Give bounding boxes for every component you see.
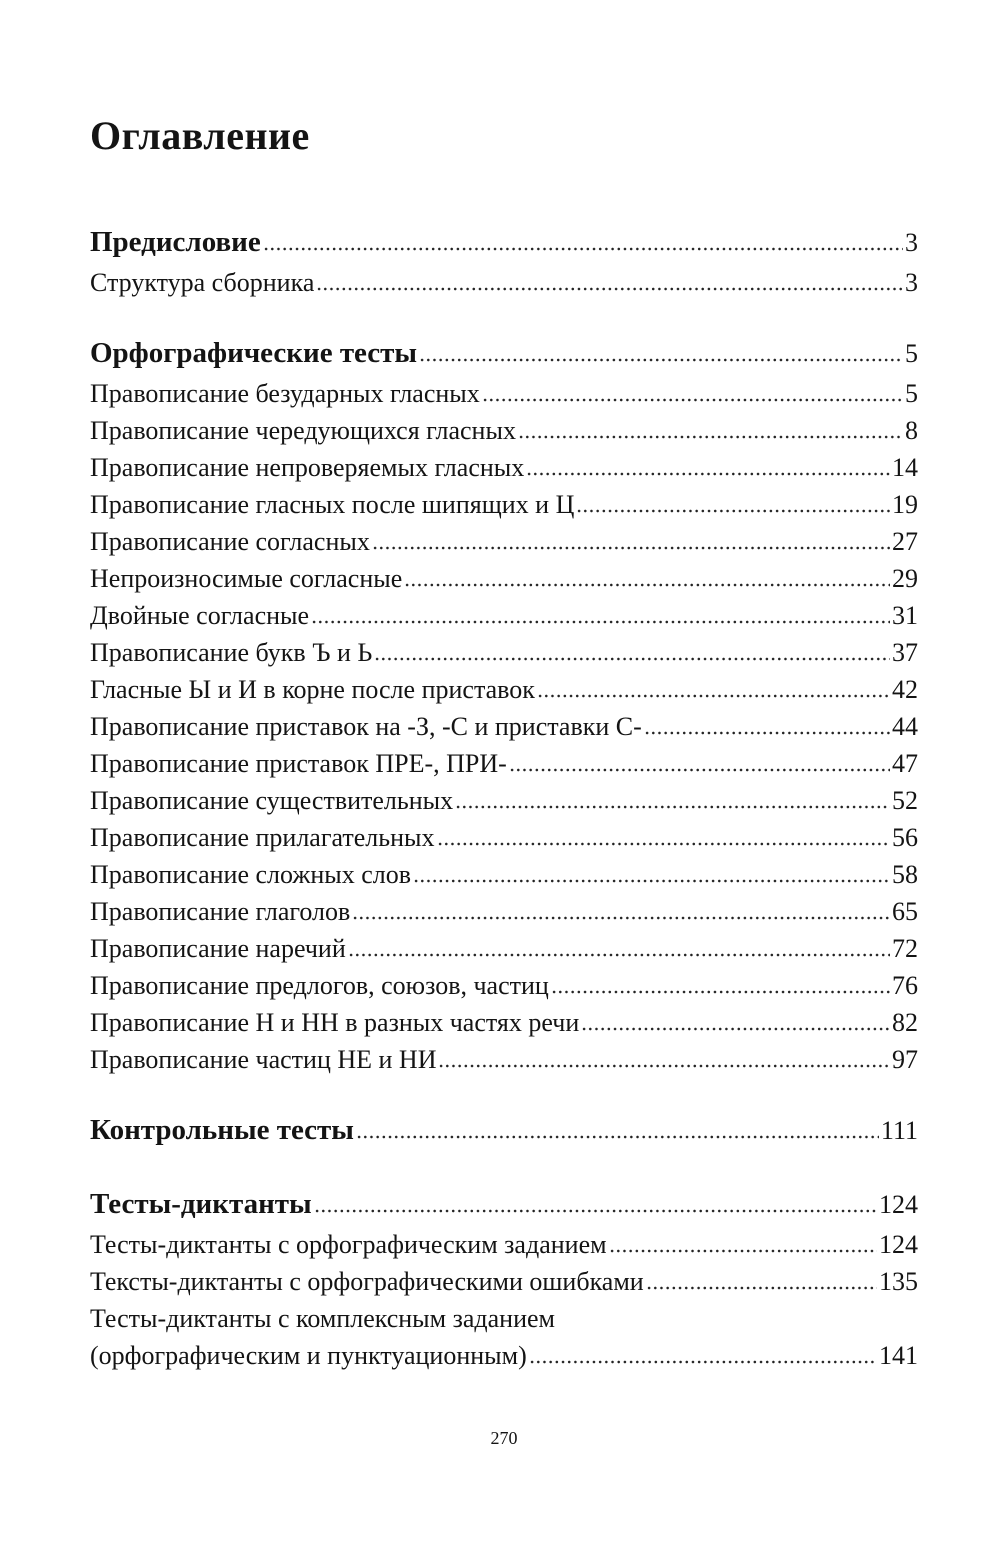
toc-entry-title: Правописание приставок на -З, -С и приставки С- bbox=[90, 712, 642, 741]
dot-leader bbox=[263, 247, 903, 251]
toc-page-number: 141 bbox=[879, 1341, 918, 1370]
toc-page-number: 3 bbox=[905, 268, 918, 297]
toc-entry-title: Правописание наречий bbox=[90, 934, 346, 963]
dot-leader bbox=[437, 842, 891, 846]
toc-page-number: 76 bbox=[892, 971, 918, 1000]
toc-entry[interactable] bbox=[90, 745, 918, 782]
toc-entry[interactable] bbox=[90, 708, 918, 745]
dot-leader bbox=[316, 287, 903, 291]
toc-entry[interactable] bbox=[90, 1041, 918, 1078]
toc-page-number: 3 bbox=[905, 228, 918, 257]
toc-page-number: 8 bbox=[905, 416, 918, 445]
toc-entry-title: Тесты-диктанты с комплексным заданием bbox=[90, 1304, 556, 1333]
dot-leader bbox=[455, 805, 890, 809]
toc-page-number: 47 bbox=[892, 749, 918, 778]
toc-entry-title: Орфографические тесты bbox=[90, 337, 418, 369]
toc-entry[interactable] bbox=[90, 856, 918, 893]
dot-leader bbox=[419, 358, 903, 362]
toc-entry[interactable] bbox=[90, 597, 918, 634]
dot-leader bbox=[581, 1027, 890, 1031]
toc-page-number: 124 bbox=[879, 1230, 918, 1259]
toc-entry[interactable] bbox=[90, 1004, 918, 1041]
toc-entry-title: Правописание Н и НН в разных частях речи bbox=[90, 1008, 580, 1037]
toc-entry[interactable] bbox=[90, 264, 918, 301]
toc-page-number: 5 bbox=[905, 379, 918, 408]
toc-section-dictations bbox=[90, 1182, 918, 1374]
toc-entry-title: Правописание чередующихся гласных bbox=[90, 416, 516, 445]
toc-entry[interactable] bbox=[90, 782, 918, 819]
toc-page-number: 5 bbox=[905, 339, 918, 368]
dot-leader bbox=[537, 694, 890, 698]
toc-entry-title-continuation: (орфографическим и пунктуационным) bbox=[90, 1341, 527, 1370]
toc-entry[interactable] bbox=[90, 523, 918, 560]
toc-entry[interactable] bbox=[90, 893, 918, 930]
toc-entry-title: Правописание предлогов, союзов, частиц bbox=[90, 971, 549, 1000]
page-title: Оглавление bbox=[90, 113, 310, 158]
dot-leader bbox=[404, 583, 890, 587]
dot-leader bbox=[576, 509, 890, 513]
toc-entry-title: Правописание согласных bbox=[90, 527, 370, 556]
toc-entry[interactable] bbox=[90, 1108, 918, 1152]
toc-entry[interactable] bbox=[90, 967, 918, 1004]
toc-entry[interactable] bbox=[90, 220, 918, 264]
dot-leader bbox=[482, 398, 903, 402]
toc-entry-title: Правописание частиц НЕ и НИ bbox=[90, 1045, 437, 1074]
page-number-footer: 270 bbox=[490, 1428, 518, 1448]
toc-page-number: 135 bbox=[879, 1267, 918, 1296]
toc-page-number: 65 bbox=[892, 897, 918, 926]
toc-entry-continuation[interactable] bbox=[90, 1337, 918, 1374]
toc-entry[interactable] bbox=[90, 486, 918, 523]
toc-entry-title: Правописание прилагательных bbox=[90, 823, 435, 852]
toc-entry[interactable] bbox=[90, 1263, 918, 1300]
toc-page-number: 14 bbox=[892, 453, 918, 482]
dot-leader bbox=[356, 1135, 879, 1139]
toc-entry-title: Контрольные тесты bbox=[90, 1114, 354, 1146]
toc-entry-title: Гласные Ы и И в корне после приставок bbox=[90, 675, 535, 704]
toc-entry-title: Структура сборника bbox=[90, 268, 315, 297]
dot-leader bbox=[529, 1360, 877, 1364]
dot-leader bbox=[372, 546, 890, 550]
toc-page-number: 19 bbox=[892, 490, 918, 519]
toc-page-number: 52 bbox=[892, 786, 918, 815]
toc-page-number: 124 bbox=[879, 1190, 918, 1219]
dot-leader bbox=[609, 1249, 877, 1253]
toc-entry[interactable] bbox=[90, 375, 918, 412]
table-of-contents bbox=[90, 220, 918, 1374]
toc-section-spelling-tests bbox=[90, 331, 918, 1078]
dot-leader bbox=[526, 472, 890, 476]
toc-entry-title: Правописание глаголов bbox=[90, 897, 351, 926]
toc-page-number: 97 bbox=[892, 1045, 918, 1074]
dot-leader bbox=[646, 1286, 877, 1290]
toc-entry[interactable] bbox=[90, 819, 918, 856]
toc-page bbox=[90, 0, 918, 1562]
toc-section-preface bbox=[90, 220, 918, 301]
dot-leader bbox=[352, 916, 890, 920]
toc-entry-title: Тесты-диктанты bbox=[90, 1188, 312, 1220]
toc-entry[interactable] bbox=[90, 671, 918, 708]
toc-entry-title: Правописание букв Ъ и Ь bbox=[90, 638, 373, 667]
toc-section-control-tests bbox=[90, 1108, 918, 1152]
toc-entry-title: Правописание существительных bbox=[90, 786, 454, 815]
dot-leader bbox=[311, 620, 890, 624]
dot-leader bbox=[348, 953, 890, 957]
toc-entry[interactable] bbox=[90, 412, 918, 449]
toc-entry-title: Правописание сложных слов bbox=[90, 860, 412, 889]
dot-leader bbox=[314, 1209, 877, 1213]
dot-leader bbox=[413, 879, 890, 883]
toc-page-number: 27 bbox=[892, 527, 918, 556]
toc-page-number: 44 bbox=[892, 712, 918, 741]
toc-page-number: 111 bbox=[880, 1116, 918, 1145]
toc-entry-title: Правописание безударных гласных bbox=[90, 379, 480, 408]
dot-leader bbox=[518, 435, 903, 439]
dot-leader bbox=[551, 990, 890, 994]
toc-page-number: 56 bbox=[892, 823, 918, 852]
toc-entry[interactable] bbox=[90, 634, 918, 671]
toc-entry-title: Двойные согласные bbox=[90, 601, 310, 630]
toc-entry-title: Непроизносимые согласные bbox=[90, 564, 403, 593]
toc-entry[interactable] bbox=[90, 560, 918, 597]
dot-leader bbox=[374, 657, 890, 661]
toc-entry-first-line[interactable] bbox=[90, 1300, 918, 1337]
toc-entry[interactable] bbox=[90, 930, 918, 967]
toc-entry-title: Правописание гласных после шипящих и Ц bbox=[90, 490, 575, 519]
toc-entry[interactable] bbox=[90, 1226, 918, 1263]
dot-leader bbox=[644, 731, 890, 735]
toc-page-number: 29 bbox=[892, 564, 918, 593]
toc-page-number: 37 bbox=[892, 638, 918, 667]
toc-page-number: 42 bbox=[892, 675, 918, 704]
toc-entry-title: Тексты-диктанты с орфографическими ошибками bbox=[90, 1267, 644, 1296]
toc-page-number: 72 bbox=[892, 934, 918, 963]
toc-entry[interactable] bbox=[90, 331, 918, 375]
dot-leader bbox=[509, 768, 890, 772]
toc-entry-title: Тесты-диктанты с орфографическим заданием bbox=[90, 1230, 607, 1259]
dot-leader bbox=[438, 1064, 890, 1068]
toc-entry-title: Правописание приставок ПРЕ-, ПРИ- bbox=[90, 749, 507, 778]
toc-entry-title: Правописание непроверяемых гласных bbox=[90, 453, 525, 482]
toc-entry-title: Предисловие bbox=[90, 226, 261, 258]
toc-entry[interactable] bbox=[90, 1182, 918, 1226]
toc-page-number: 82 bbox=[892, 1008, 918, 1037]
toc-entry[interactable] bbox=[90, 449, 918, 486]
toc-page-number: 31 bbox=[892, 601, 918, 630]
toc-page-number: 58 bbox=[892, 860, 918, 889]
